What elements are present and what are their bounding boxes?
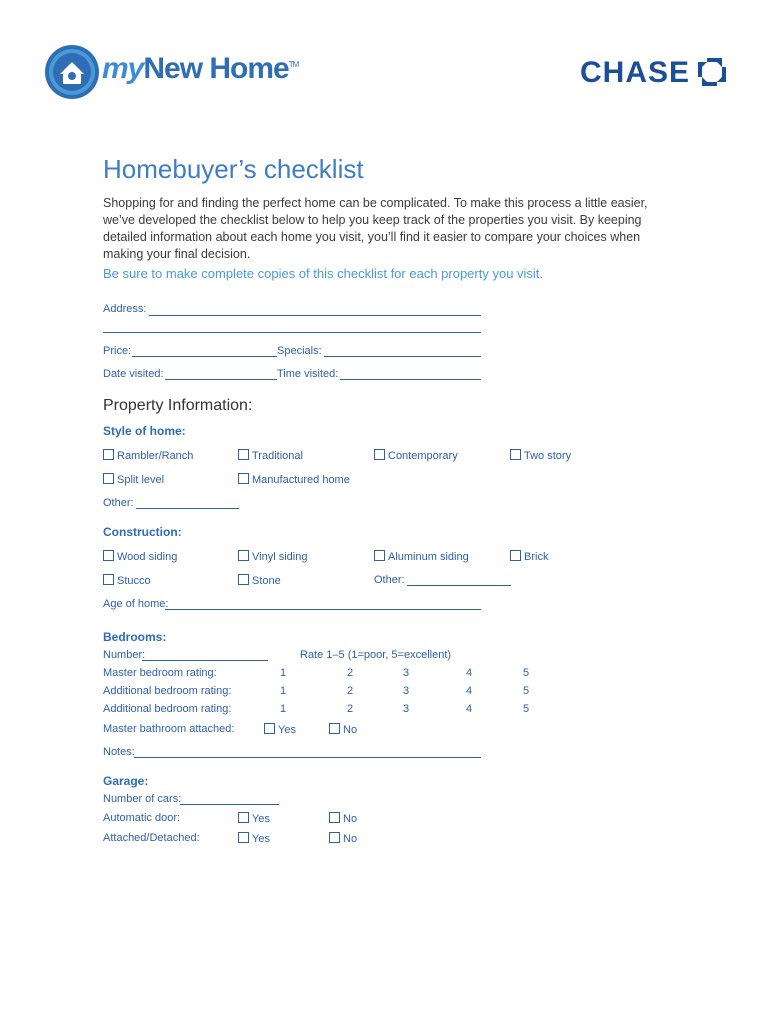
checkbox[interactable]	[103, 473, 114, 484]
bedroom-number-label: Number:	[103, 649, 146, 661]
address-field-line2[interactable]	[103, 332, 481, 333]
price-field[interactable]	[132, 356, 277, 357]
rating-option[interactable]: 3	[403, 667, 410, 679]
rating-option[interactable]: 4	[466, 703, 473, 715]
rating-option[interactable]: 2	[347, 703, 354, 715]
style-heading: Style of home:	[103, 424, 186, 438]
construction-other-field[interactable]	[407, 585, 511, 586]
construction-other-label: Other:	[374, 574, 405, 586]
copy-note: Be sure to make complete copies of this checklist for each property you visit.	[103, 266, 544, 281]
style-other-field[interactable]	[136, 508, 239, 509]
chase-octagon-icon	[698, 58, 726, 86]
checkbox[interactable]	[238, 473, 249, 484]
style-option[interactable]: Manufactured home	[238, 473, 350, 486]
checkbox[interactable]	[238, 449, 249, 460]
checkbox[interactable]	[238, 574, 249, 585]
checkbox[interactable]	[238, 832, 249, 843]
bedroom-rating-label: Additional bedroom rating:	[103, 685, 232, 697]
attached-yes[interactable]: Yes	[238, 832, 270, 845]
checkbox[interactable]	[103, 550, 114, 561]
bedrooms-heading: Bedrooms:	[103, 630, 167, 644]
garage-heading: Garage:	[103, 774, 149, 788]
style-option[interactable]: Traditional	[238, 449, 303, 462]
rating-scale-label: Rate 1–5 (1=poor, 5=excellent)	[300, 649, 452, 661]
construction-heading: Construction:	[103, 525, 182, 539]
style-option[interactable]: Two story	[510, 449, 571, 462]
automatic-door-no[interactable]: No	[329, 812, 357, 825]
intro-paragraph: Shopping for and finding the perfect home can be complicated. To make this process a little easier, we’ve developed the checklist below to help you keep track of the properties you visit. By keeping detailed information about each home you visit, you’ll find it easier to compare your choices when making your final decision.	[103, 196, 648, 261]
rating-option[interactable]: 4	[466, 685, 473, 697]
master-bath-label: Master bathroom attached:	[103, 723, 235, 735]
age-of-home-field[interactable]	[165, 609, 481, 610]
checkbox[interactable]	[329, 832, 340, 843]
rating-option[interactable]: 2	[347, 685, 354, 697]
checkbox[interactable]	[510, 449, 521, 460]
rating-option[interactable]: 3	[403, 703, 410, 715]
rating-option[interactable]: 2	[347, 667, 354, 679]
rating-option[interactable]: 5	[523, 685, 530, 697]
style-option[interactable]: Contemporary	[374, 449, 458, 462]
checkbox[interactable]	[329, 723, 340, 734]
rating-option[interactable]: 1	[280, 667, 287, 679]
page-title: Homebuyer’s checklist	[103, 154, 364, 184]
master-bath-yes[interactable]: Yes	[264, 723, 296, 736]
notes-label: Notes:	[103, 746, 135, 758]
checkbox[interactable]	[510, 550, 521, 561]
checkbox[interactable]	[264, 723, 275, 734]
notes-field[interactable]	[134, 757, 481, 758]
time-visited-label: Time visited:	[277, 368, 339, 380]
rating-option[interactable]: 1	[280, 685, 287, 697]
chase-logo	[580, 56, 730, 90]
checkbox[interactable]	[238, 812, 249, 823]
specials-field[interactable]	[324, 356, 481, 357]
specials-label: Specials:	[277, 345, 322, 357]
construction-option[interactable]: Brick	[510, 550, 548, 563]
master-bath-no[interactable]: No	[329, 723, 357, 736]
address-label: Address:	[103, 303, 147, 315]
checkbox[interactable]	[374, 449, 385, 460]
rating-option[interactable]: 5	[523, 703, 530, 715]
price-label: Price:	[103, 345, 132, 357]
checkbox[interactable]	[103, 574, 114, 585]
checkbox[interactable]	[329, 812, 340, 823]
rating-option[interactable]: 5	[523, 667, 530, 679]
construction-option[interactable]: Wood siding	[103, 550, 177, 563]
checkbox[interactable]	[374, 550, 385, 561]
checkbox[interactable]	[103, 449, 114, 460]
number-of-cars-field[interactable]	[180, 804, 279, 805]
date-visited-label: Date visited:	[103, 368, 164, 380]
attached-no[interactable]: No	[329, 832, 357, 845]
bedroom-number-field[interactable]	[142, 660, 268, 661]
house-badge-icon	[44, 44, 100, 100]
style-option[interactable]: Split level	[103, 473, 164, 486]
style-other-label: Other:	[103, 497, 134, 509]
rating-option[interactable]: 1	[280, 703, 287, 715]
bedroom-rating-label: Master bedroom rating:	[103, 667, 217, 679]
construction-option[interactable]: Aluminum siding	[374, 550, 469, 563]
style-option[interactable]: Rambler/Ranch	[103, 449, 193, 462]
construction-option[interactable]: Vinyl siding	[238, 550, 307, 563]
address-field[interactable]	[149, 315, 481, 316]
rating-option[interactable]: 4	[466, 667, 473, 679]
mynewhome-logo	[44, 44, 299, 104]
construction-option[interactable]: Stucco	[103, 574, 151, 587]
number-of-cars-label: Number of cars:	[103, 793, 182, 805]
date-visited-field[interactable]	[165, 379, 277, 380]
rating-option[interactable]: 3	[403, 685, 410, 697]
time-visited-field[interactable]	[340, 379, 481, 380]
attached-detached-label: Attached/Detached:	[103, 832, 200, 844]
chase-wordmark: CHASE	[580, 56, 691, 89]
checkbox[interactable]	[238, 550, 249, 561]
automatic-door-label: Automatic door:	[103, 812, 181, 824]
property-info-heading: Property Information:	[103, 397, 253, 414]
construction-option[interactable]: Stone	[238, 574, 281, 587]
bedroom-rating-label: Additional bedroom rating:	[103, 703, 232, 715]
automatic-door-yes[interactable]: Yes	[238, 812, 270, 825]
age-of-home-label: Age of home:	[103, 598, 169, 610]
brand-wordmark: myNew Home™	[102, 52, 299, 85]
